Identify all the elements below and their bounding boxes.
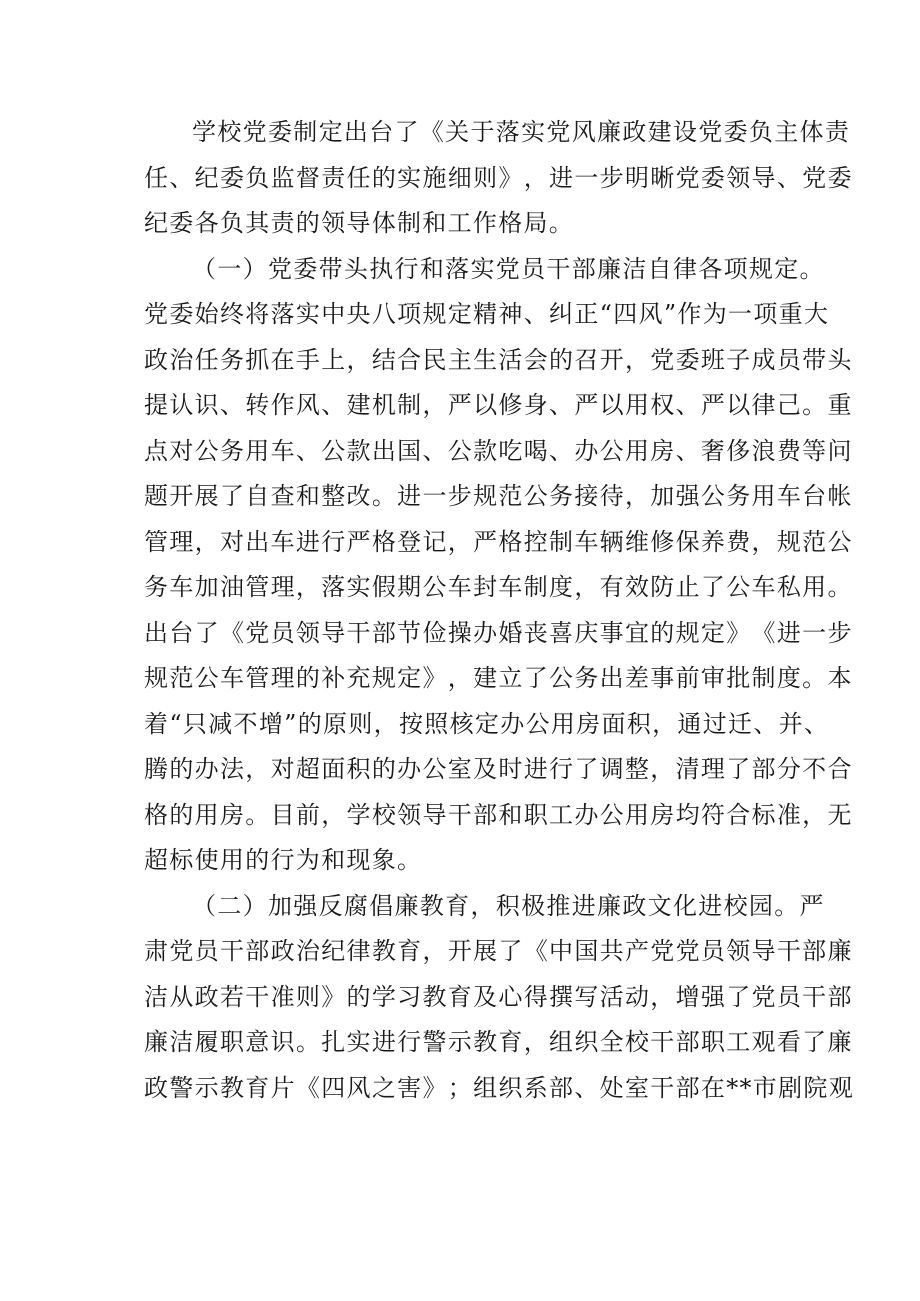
text-line: （ 一 ） 党 委 带 头 执 行 和 落 实 党 员 干 部 廉 洁 自 律 各 项 规 定 。 <box>192 254 825 283</box>
text-line: 题 开 展 了 自 查 和 整 改 。 进 一 步 规 范 公 务 接 待 ， 加 强 公 务 用 车 台 帐 <box>144 482 853 510</box>
document-body <box>144 110 855 1111</box>
text-line: 洁 从 政 若 干 准 则 》 的 学 习 教 育 及 心 得 撰 写 活 动 ， 增 强 了 党 员 干 部 <box>144 982 853 1011</box>
text-line: 政 警 示 教 育 片 《 四 风 之 害 》 ； 组 织 系 部 、 处 室 干 部 在 ** 市 剧 院 观 <box>144 1073 855 1102</box>
text-line: 学 校 党 委 制 定 出 台 了 《 关 于 落 实 党 风 廉 政 建 设 党 委 负 主 体 责 <box>192 118 851 146</box>
text-line: 格 的 用 房 。 目 前 ， 学 校 领 导 干 部 和 职 工 办 公 用 房 均 符 合 标 准 ， 无 <box>144 800 853 829</box>
text-line: 任 、 纪 委 负 监 督 责 任 的 实 施 细 则 》 ， 进 一 步 明 晰 党 委 领 导 、 党 委 <box>144 163 853 192</box>
text-line: 肃 党 员 干 部 政 治 纪 律 教 育 ， 开 展 了 《 中 国 共 产 党 党 员 领 导 干 部 廉 <box>144 937 853 965</box>
text-line: 着 “ 只 减 不 增 ” 的 原 则 ， 按 照 核 定 办 公 用 房 面 积 ， 通 过 迁 、 并 、 <box>144 709 830 738</box>
text-line: 党 委 始 终 将 落 实 中 央 八 项 规 定 精 神 、 纠 正 “ 四 风 ” 作 为 一 项 重 大 <box>144 300 830 328</box>
text-line: 提 认 识 、 转 作 风 、 建 机 制 ， 严 以 修 身 、 严 以 用 权 、 严 以 律 己 。 重 <box>144 391 853 419</box>
text-line: 出 台 了 《 党 员 领 导 干 部 节 俭 操 办 婚 丧 喜 庆 事 宜 的 规 定 》 《 进 一 步 <box>144 618 853 647</box>
text-line: 务 车 加 油 管 理 ， 落 实 假 期 公 车 封 车 制 度 ， 有 效 防 止 了 公 车 私 用 。 <box>144 573 853 601</box>
text-line: 廉 洁 履 职 意 识 。 扎 实 进 行 警 示 教 育 ， 组 织 全 校 干 部 职 工 观 看 了 廉 <box>144 1028 853 1056</box>
text-line: 纪委各负其责的领导体制和工作格局。 <box>144 209 575 237</box>
text-line: （ 二 ） 加 强 反 腐 倡 廉 教 育 ， 积 极 推 进 廉 政 文 化 进 校 园 。 严 <box>192 891 825 920</box>
text-line: 腾 的 办 法 ， 对 超 面 积 的 办 公 室 及 时 进 行 了 调 整 ， 清 理 了 部 分 不 合 <box>144 755 853 783</box>
text-line: 规 范 公 车 管 理 的 补 充 规 定 》 ， 建 立 了 公 务 出 差 事 前 审 批 制 度 。 本 <box>144 664 853 692</box>
text-line: 超标使用的行为和现象。 <box>144 846 423 874</box>
text-line: 政 治 任 务 抓 在 手 上 ， 结 合 民 主 生 活 会 的 召 开 ， 党 委 班 子 成 员 带 头 <box>144 345 853 374</box>
text-line: 点 对 公 务 用 车 、 公 款 出 国 、 公 款 吃 喝 、 办 公 用 房 、 奢 侈 浪 费 等 问 <box>144 436 853 465</box>
text-line: 管 理 ， 对 出 车 进 行 严 格 登 记 ， 严 格 控 制 车 辆 维 修 保 养 费 ， 规 范 公 <box>144 527 853 556</box>
